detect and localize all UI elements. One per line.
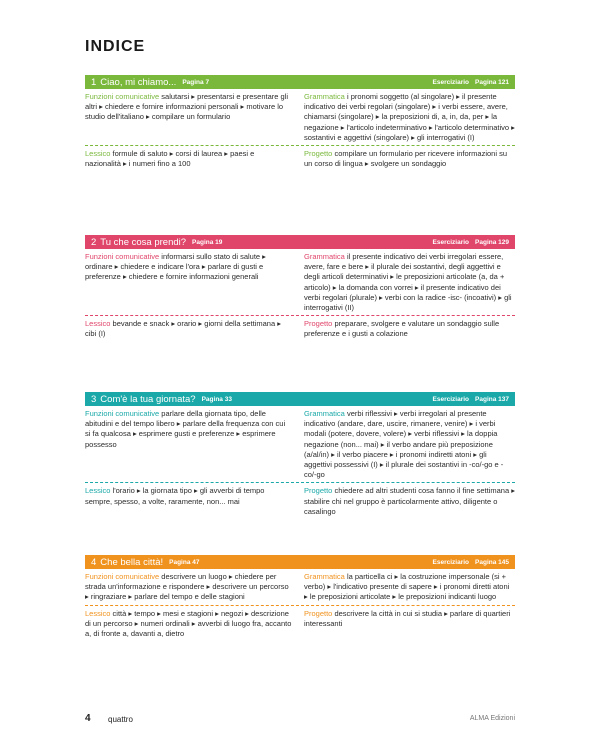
grammatica-text: i pronomi soggetto (al singolare) ▸ il presente indicativo dei verbi regolari (singolare) ▸ i verbi essere, avere, chiamarsi (singolare) ▸ la preposizioni di, a, in, da, per ▸ la negazione ▸ l'articolo indeterminativo ▸ l'articolo determinativo ▸ sostantivi e aggettivi (singolare) ▸ gli interrogativi (I)	[304, 92, 515, 142]
unit-page: Pagina 19	[192, 238, 223, 246]
unit-header	[85, 75, 515, 89]
unit-content-bottom	[85, 149, 515, 169]
unit-number: 2	[91, 236, 97, 248]
progetto-label: Progetto	[304, 319, 333, 329]
unit-title: Com'è la tua giornata?	[100, 393, 196, 405]
page-number: 4	[85, 713, 91, 724]
progetto-text: descrivere la città in cui si studia ▸ parlare di quartieri interessanti	[304, 608, 511, 628]
progetto-text: chiedere ad altri studenti cosa fanno il fine settimana ▸ stabilire chi nel gruppo è particolarmente attivo, diligente o casalingo	[304, 486, 515, 516]
eserciziario-page: Pagina 137	[475, 395, 509, 403]
unit-content-top	[85, 409, 515, 480]
progetto-label: Progetto	[304, 608, 333, 618]
unit-number: 3	[91, 393, 97, 405]
eserciziario-label: Eserciziario	[432, 78, 470, 86]
publisher: ALMA Edizioni	[469, 715, 515, 722]
lessico-text: l'orario ▸ la giornata tipo ▸ gli avverbi di tempo sempre, spesso, a volte, raramente, non... mai	[85, 486, 265, 506]
grammatica-text: il presente indicativo dei verbi irregolari essere, avere, fare e bere ▸ il plurale dei sostantivi, degli aggettivi e degli articoli determinativi ▸ le preposizioni articolate (a, da + articolo) ▸ la domanda con vorrei ▸ il presente indicativo dei verbi regolari (plurale) ▸ verbi con la radice -isc- (incoativi) ▸ gli interrogativi (II)	[304, 252, 512, 313]
divider	[85, 482, 515, 483]
unit-1	[85, 75, 515, 169]
eserciziario-page: Pagina 129	[475, 238, 509, 246]
funzioni-text: descrivere un luogo ▸ chiedere per strada un'informazione e rispondere ▸ descrivere un percorso ▸ ringraziare ▸ parlare del tempo e delle stagioni	[85, 572, 289, 602]
grammatica-label: Grammatica	[304, 409, 345, 418]
grammatica-text: verbi riflessivi ▸ verbi irregolari al presente indicativo (andare, dare, uscire, rimanere, venire) ▸ i verbi modali (potere, dovere, volere) ▸ verbi riflessivi ▸ la doppia negazione (non... mai) ▸ il verbo andare più preposizione (a/al/in) ▸ il verbo piacere ▸ i pronomi indiretti atoni ▸ gli aggettivi possessivi (I) ▸ il plurale dei sostantivi in -co/-go e -co/-go	[304, 409, 504, 480]
progetto-text: compilare un formulario per ricevere informazioni su un corso di lingua ▸ svolgere un sondaggio	[304, 149, 508, 169]
page-number-word: quattro	[108, 715, 133, 724]
lessico-text: città ▸ tempo ▸ mesi e stagioni ▸ negozi ▸ descrizione di un percorso ▸ numeri ordinali ▸ avverbi di luogo fra, accanto a, di fronte a, davanti a, dietro	[85, 608, 292, 639]
unit-content-bottom	[85, 609, 515, 640]
unit-header	[85, 235, 515, 249]
divider	[85, 145, 515, 146]
unit-title: Che bella città!	[100, 556, 164, 568]
unit-header	[85, 555, 515, 569]
unit-number: 1	[91, 76, 97, 88]
unit-content-top	[85, 92, 515, 143]
unit-title: Tu che cosa prendi?	[100, 236, 187, 248]
unit-content-bottom	[85, 486, 515, 517]
unit-content-bottom	[85, 319, 515, 339]
lessico-text: formule di saluto ▸ corsi di laurea ▸ paesi e nazionalità ▸ i numeri fino a 100	[85, 149, 255, 169]
lessico-label: Lessico	[85, 486, 111, 496]
eserciziario-page: Pagina 121	[475, 78, 509, 86]
divider	[85, 605, 515, 606]
grammatica-label: Grammatica	[304, 572, 345, 581]
unit-page: Pagina 47	[169, 558, 200, 566]
unit-content-top	[85, 572, 515, 603]
unit-4	[85, 555, 515, 639]
unit-header	[85, 392, 515, 406]
divider	[85, 315, 515, 316]
funzioni-label: Funzioni comunicative	[85, 409, 160, 418]
unit-page: Pagina 33	[201, 395, 232, 403]
unit-3	[85, 392, 515, 517]
funzioni-label: Funzioni comunicative	[85, 92, 160, 101]
eserciziario-label: Eserciziario	[432, 395, 470, 403]
grammatica-text: la particella ci ▸ la costruzione impersonale (si + verbo) ▸ l'indicativo presente di sapere ▸ i pronomi diretti atoni ▸ le preposizioni articolate ▸ le preposizioni indicanti luogo	[304, 572, 510, 602]
funzioni-label: Funzioni comunicative	[85, 252, 160, 261]
lessico-label: Lessico	[85, 319, 111, 329]
unit-page: Pagina 7	[182, 78, 210, 86]
lessico-text: bevande e snack ▸ orario ▸ giorni della settimana ▸ cibi (I)	[85, 319, 281, 339]
lessico-label: Lessico	[85, 149, 111, 159]
unit-title: Ciao, mi chiamo...	[100, 76, 177, 88]
funzioni-text: salutarsi ▸ presentarsi e presentare gli altri ▸ chiedere e fornire informazioni personali ▸ motivare lo studio dell'italiano ▸ compilare un formulario	[85, 92, 289, 122]
funzioni-text: parlare della giornata tipo, delle abitudini e del tempo libero ▸ parlare della frequenza con cui si fa qualcosa ▸ esprimere gusti e preferenze ▸ esprimere possesso	[85, 409, 286, 449]
eserciziario-label: Eserciziario	[432, 238, 470, 246]
lessico-label: Lessico	[85, 608, 111, 618]
progetto-label: Progetto	[304, 149, 333, 159]
unit-2	[85, 235, 515, 340]
funzioni-text: informarsi sullo stato di salute ▸ ordinare ▸ chiedere e indicare l'ora ▸ parlare di gusti e preferenze ▸ chiedere e fornire informazioni generali	[85, 252, 266, 282]
progetto-text: preparare, svolgere e valutare un sondaggio sulle preferenze e i gusti a colazione	[304, 319, 500, 339]
grammatica-label: Grammatica	[304, 252, 345, 261]
progetto-label: Progetto	[304, 486, 333, 496]
funzioni-label: Funzioni comunicative	[85, 572, 160, 581]
page-title: INDICE	[85, 38, 146, 55]
eserciziario-page: Pagina 145	[475, 558, 509, 566]
unit-number: 4	[91, 556, 97, 568]
unit-content-top	[85, 252, 515, 313]
eserciziario-label: Eserciziario	[432, 558, 470, 566]
grammatica-label: Grammatica	[304, 92, 345, 101]
